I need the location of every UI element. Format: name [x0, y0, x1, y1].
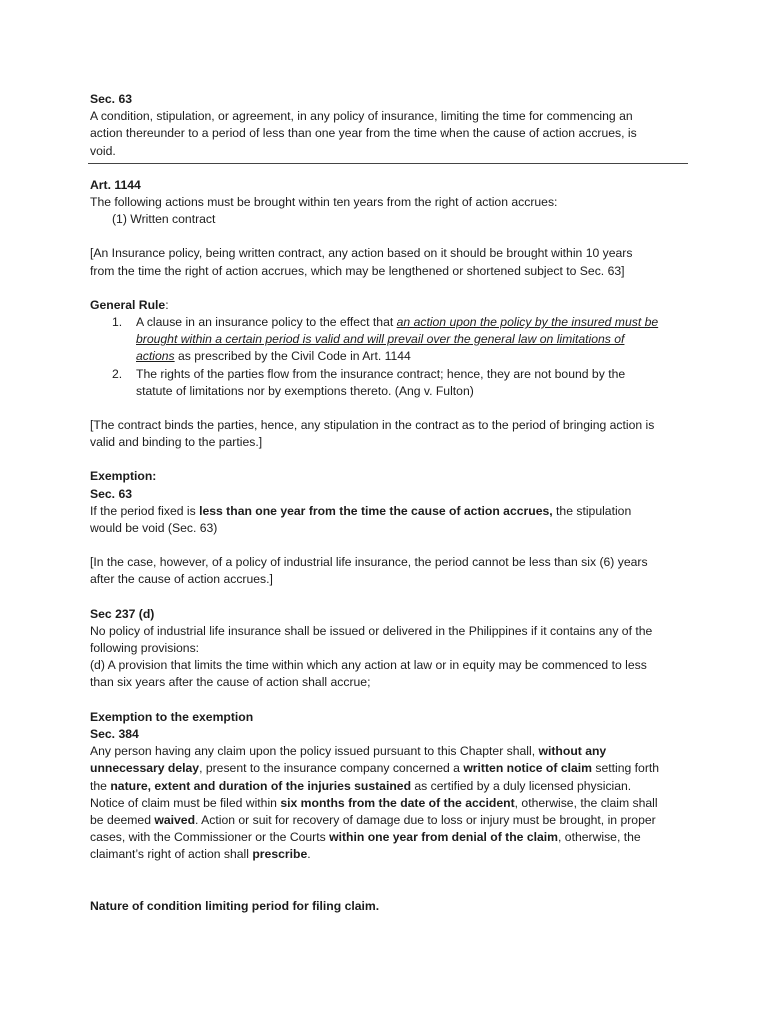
item1-text: A clause in an insurance policy to the effect that: [136, 315, 397, 330]
sec384-bold-text: within one year from denial of the claim: [329, 830, 559, 845]
sec384-text: cases, with the Commissioner or the Courts: [90, 830, 330, 845]
sec384-text: be deemed: [90, 812, 155, 827]
exemption-sec-heading: Sec. 63: [90, 486, 133, 501]
sec63-text-line: action thereunder to a period of less than one year from the time when the cause of action accrues, is: [90, 126, 637, 141]
general-rule-colon: :: [165, 297, 169, 312]
exemption-note-line: [In the case, however, of a policy of industrial life insurance, the period cannot be less than six (6) years: [90, 555, 648, 570]
sec384-bold-text: written notice of claim: [463, 761, 592, 776]
exemption-heading: Exemption:: [90, 469, 157, 484]
sec384-text: , otherwise, the: [558, 830, 641, 845]
sec237-text-line: following provisions:: [90, 641, 200, 656]
general-rule-heading: [90, 297, 686, 314]
sec237-heading: Sec 237 (d): [90, 606, 155, 621]
art1144-note-line: from the time the right of action accrues, which may be lengthened or shortened subject to Sec. 63]: [90, 263, 625, 278]
sec384-bold-text: unnecessary delay: [90, 761, 200, 776]
exemption-text: would be void (Sec. 63): [90, 521, 218, 536]
exemption-bold-text: less than one year from the time the cause of action accrues,: [199, 503, 553, 518]
general-rule-note-line: [The contract binds the parties, hence, any stipulation in the contract as to the period of bringing action is: [90, 418, 655, 433]
art1144-list-item: (1) Written contract: [112, 212, 216, 227]
sec384-text: setting forth: [591, 761, 660, 776]
sec384-text: .: [307, 847, 311, 862]
sec384-text: Any person having any claim upon the policy issued pursuant to this Chapter shall,: [90, 744, 539, 759]
sec384-bold-text: prescribe: [252, 847, 308, 862]
general-rule-note-line: valid and binding to the parties.]: [90, 435, 263, 450]
nature-heading: Nature of condition limiting period for filing claim.: [90, 898, 380, 913]
item1-emphasis: actions: [136, 349, 175, 364]
sec384-text: the: [90, 778, 111, 793]
sec384-text: , present to the insurance company concerned a: [199, 761, 464, 776]
sec384-text: claimant’s right of action shall: [90, 847, 253, 862]
sec237-text-line: (d) A provision that limits the time within which any action at law or in equity may be commenced to less: [90, 658, 647, 673]
item2-text: The rights of the parties flow from the insurance contract; hence, they are not bound by the: [136, 366, 626, 381]
sec237-text-line: No policy of industrial life insurance shall be issued or delivered in the Philippines if it contains any of the: [90, 623, 653, 638]
sec384-bold-text: six months from the date of the accident: [280, 795, 515, 810]
item1-emphasis: an action upon the policy by the insured must be: [396, 315, 659, 330]
general-rule-item-1: [90, 314, 686, 366]
general-rule-item-2: [90, 366, 686, 400]
sec63-text-line: void.: [90, 143, 116, 158]
sec384-text: , otherwise, the claim shall: [514, 795, 658, 810]
sec237-text-line: than six years after the cause of action shall accrue;: [90, 675, 371, 690]
item1-emphasis: brought within a certain period is valid and will prevail over the general law on limitations of: [136, 332, 625, 347]
sec63-heading: Sec. 63: [90, 92, 133, 106]
exemption-note-line: after the cause of action accrues.]: [90, 572, 273, 587]
sec63-text-line: A condition, stipulation, or agreement, in any policy of insurance, limiting the time for commencing an: [90, 109, 633, 124]
art1144-intro: The following actions must be brought within ten years from the right of action accrues:: [90, 195, 558, 210]
item1-text: as prescribed by the Civil Code in Art. 1144: [174, 349, 411, 364]
sec384-bold-text: without any: [538, 744, 607, 759]
sec384-text: as certified by a duly licensed physician.: [411, 778, 632, 793]
list-number: 2.: [112, 366, 123, 381]
sec384-heading: Sec. 384: [90, 726, 139, 741]
list-number: 1.: [112, 315, 123, 330]
sec384-bold-text: nature, extent and duration of the injuries sustained: [110, 778, 412, 793]
art1144-note-line: [An Insurance policy, being written contract, any action based on it should be brought within 10 years: [90, 246, 633, 261]
exemption-to-exemption-heading: Exemption to the exemption: [90, 709, 254, 724]
sec384-text: Notice of claim must be filed within: [90, 795, 281, 810]
item2-text: statute of limitations nor by exemptions thereto. (Ang v. Fulton): [136, 383, 474, 398]
document-page: [90, 91, 686, 915]
exemption-text: If the period fixed is: [90, 503, 200, 518]
general-rule-heading-text: General Rule: [90, 297, 166, 312]
exemption-text: the stipulation: [552, 503, 632, 518]
art1144-heading: Art. 1144: [90, 177, 141, 192]
sec384-bold-text: waived: [154, 812, 196, 827]
sec384-text: . Action or suit for recovery of damage due to loss or injury must be brought, in proper: [195, 812, 656, 827]
